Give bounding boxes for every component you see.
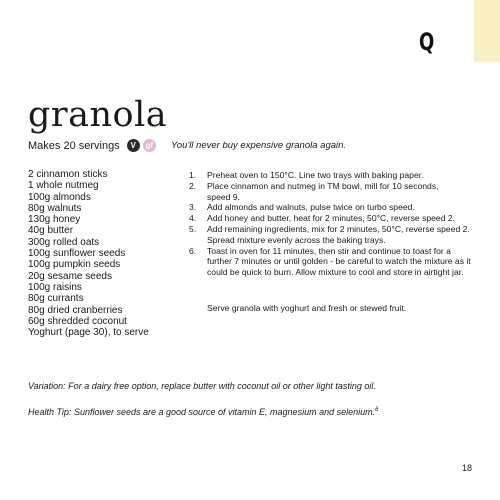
step-text — [207, 246, 479, 278]
health-tip — [28, 407, 468, 417]
step-text — [207, 181, 479, 203]
step-number: 5. — [189, 223, 197, 234]
recipe-intro: You'll never buy expensive granola again. — [171, 140, 347, 151]
variation-note: Variation: For a dairy free option, replace butter with coconut oil or other light tasting oil. — [28, 381, 376, 391]
servings-text: Makes 20 servings — [28, 139, 120, 152]
ingredient-item: 80g currants — [28, 293, 84, 305]
step-text — [207, 213, 479, 224]
step-number: 6. — [189, 245, 197, 256]
ingredients-list — [28, 169, 168, 338]
health-tip-reference: 6 — [375, 407, 379, 413]
serving-suggestion: Serve granola with yoghurt and fresh or stewed fruit. — [207, 303, 407, 313]
step-text — [207, 202, 479, 213]
ingredient-item: 100g raisins — [28, 281, 82, 293]
ingredient-item: 300g rolled oats — [28, 236, 100, 248]
step-line: Add honey and butter, heat for 2 minutes, 50°C, reverse speed 2. — [207, 213, 456, 224]
method-step — [189, 224, 479, 246]
step-number: 3. — [189, 202, 197, 213]
step-line: Preheat oven to 150°C. Line two trays with baking paper. — [207, 170, 424, 180]
method-step — [189, 181, 479, 203]
step-number: 1. — [189, 170, 197, 180]
step-number: 2. — [189, 180, 197, 191]
method-step — [189, 213, 479, 224]
ingredient-item: 100g sunflower seeds — [28, 248, 126, 260]
servings-line — [28, 139, 156, 152]
health-tip-text: Health Tip: Sunflower seeds are a good source of vitamin E, magnesium and selenium. — [28, 407, 376, 417]
ingredient-item: Yoghurt (page 30), to serve — [28, 327, 149, 339]
method-step — [189, 170, 479, 181]
ingredient-item: 20g sesame seeds — [28, 270, 112, 282]
gluten-free-badge-icon: gf — [143, 139, 156, 152]
method-step — [189, 202, 479, 213]
step-line: speed 9. — [207, 191, 240, 202]
vegetarian-badge-icon: V — [127, 139, 140, 152]
step-line: further 7 minutes or until golden - be careful to watch the mixture as it — [207, 256, 471, 267]
ingredient-item: 1 whole nutmeg — [28, 180, 99, 192]
ingredient-item: 2 cinnamon sticks — [28, 169, 108, 180]
ingredient-item: 130g honey — [28, 214, 81, 226]
section-letter: Q — [419, 28, 435, 56]
step-line: Toast in oven for 11 minutes, then stir and continue to toast for a — [207, 245, 451, 256]
step-line: Spread mixture evenly across the baking trays. — [207, 234, 386, 245]
ingredient-item: 100g almonds — [28, 191, 91, 203]
method-step — [189, 246, 479, 278]
step-line: Add remaining ingredients, mix for 2 minutes, 50°C, reverse speed 2. — [207, 223, 470, 234]
ingredient-item: 80g dried cranberries — [28, 304, 123, 316]
step-line: could be quick to burn. Allow mixture to cool and store in airtight jar. — [207, 267, 464, 278]
step-line: Place cinnamon and nutmeg in TM bowl, mill for 10 seconds, — [207, 180, 439, 191]
ingredient-item: 60g shredded coconut — [28, 315, 127, 327]
page-number: 18 — [462, 463, 473, 473]
section-tab — [474, 0, 500, 62]
step-number: 4. — [189, 213, 197, 224]
ingredient-item: 100g pumpkin seeds — [28, 259, 121, 271]
step-text — [207, 170, 479, 181]
step-text — [207, 224, 479, 246]
method-list — [189, 170, 479, 278]
ingredient-item: 40g butter — [28, 225, 74, 237]
ingredient-item: 80g walnuts — [28, 202, 82, 214]
recipe-title: granola — [28, 95, 168, 135]
step-line: Add almonds and walnuts, pulse twice on turbo speed. — [207, 202, 415, 213]
